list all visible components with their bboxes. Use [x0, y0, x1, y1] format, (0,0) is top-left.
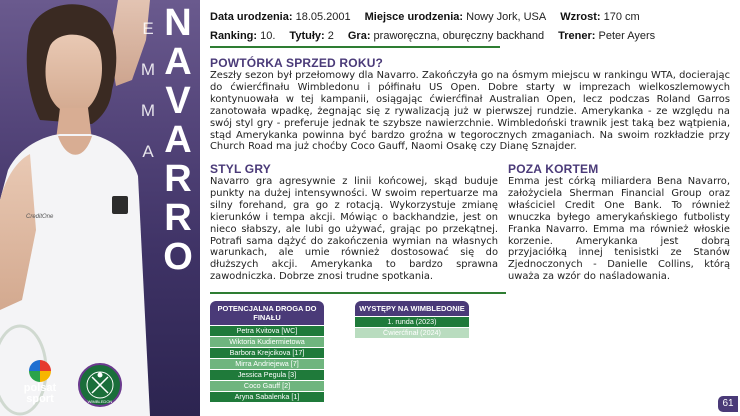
last-name-letter: R [164, 197, 192, 239]
divider-rule [210, 46, 500, 48]
wimbledon-logo [78, 363, 122, 407]
polsat-logo-line2: sport [26, 393, 54, 405]
first-name-letter: A [142, 142, 154, 161]
fact-birth-date: Data urodzenia: 18.05.2001 [210, 11, 351, 23]
fact-ranking: Ranking: 10. [210, 30, 276, 42]
player-photo-panel [0, 0, 200, 416]
last-name-letter: N [164, 2, 192, 44]
path-table-header: POTENCJALNA DROGA DO FINAŁU [210, 301, 324, 325]
last-name-letter: V [165, 80, 191, 122]
polsat-logo-line1: polsat [23, 382, 57, 394]
last-name-letter: R [164, 158, 192, 200]
fact-play-style: Gra: praworęczna, oburęczny backhand [347, 30, 545, 42]
wimbledon-results-table [355, 301, 469, 338]
wimbledon-table-header: WYSTĘPY NA WIMBLEDONIE [355, 301, 469, 316]
first-name-vertical [138, 8, 158, 172]
first-name-letter: E [142, 19, 154, 38]
shirt-sponsor-text: CreditOne [26, 214, 54, 220]
polsat-sun-icon [29, 360, 51, 382]
path-table-row: Coco Gauff [2] [210, 381, 324, 391]
fact-birth-place: Miejsce urodzenia: Nowy Jork, USA [364, 11, 547, 23]
facts-row-2 [210, 27, 730, 45]
first-name-letter: M [140, 101, 156, 120]
last-name-letter: O [163, 236, 193, 278]
divider-rule [210, 292, 506, 294]
facts-row-1 [210, 8, 730, 26]
section-title-repeat: POWTÓRKA SPRZED ROKU? [210, 56, 383, 70]
path-table-row: Aryna Sabalenka [1] [210, 392, 324, 402]
wimbledon-table-row: Ćwierćfinał (2024) [355, 328, 469, 338]
last-name-letter: A [164, 41, 192, 83]
first-name-letter: M [140, 60, 156, 79]
wimbledon-logo-text: WIMBLEDON [87, 399, 113, 404]
section-text-offcourt: Emma jest córką miliardera Bena Navarro, założyciela Sherman Financial Group oraz właściciel Credit One Bank. To również wnuczka byłego amerykańskiego futbolisty Franka Navarro. Emma ma również włoskie korzenie. Amerykanka jest dobrą przyjaciółką innej tenisistki ze Stanów Zjednoczonych - Danielle Collins, którą uważa za wzór do naśladowania. [508, 176, 730, 283]
polsat-sport-logo [10, 360, 70, 410]
last-name-vertical [158, 4, 198, 277]
wimbledon-table-row: 1. runda (2023) [355, 317, 469, 327]
section-title-offcourt: POZA KORTEM [508, 162, 598, 176]
section-title-style: STYL GRY [210, 162, 271, 176]
path-table-row: Petra Kvitova [WC] [210, 326, 324, 336]
player-facts [210, 8, 730, 45]
fact-titles: Tytuły: 2 [289, 30, 334, 42]
section-text-style: Navarro gra agresywnie z linii końcowej, skąd buduje punkty na dużej intensywności. W swoim repertuarze ma silny forehand, gra go z rotacją. Wykorzystuje zmianę kierunków i tempa akcji. Mówiąc o backhandzie, jest on nieco słabszy, ale lubi go używać, grając po przekątnej. Potrafi sama dążyć do zakończenia wymian na własnych warunkach, ale umie również dostosować się do dłuższych akcji. Amerykanka to bardzo sprawna zawodniczka. Dobrze znosi trudne spotkania. [210, 176, 498, 283]
path-table-row: Mirra Andriejewa [7] [210, 359, 324, 369]
fact-height: Wzrost: 170 cm [560, 11, 640, 23]
fact-coach: Trener: Peter Ayers [558, 30, 656, 42]
section-text-repeat: Zeszły sezon był przełomowy dla Navarro. Zakończyła go na ósmym miejscu w rankingu WTA, docierając do ćwierćfinału Wimbledonu i półfinału US Open. Dobre starty w imprezach wielkoszlemowych kontynuowała w tej kampanii, osiągając ćwierćfinał Australian Open, lecz podczas Roland Garros zanotowała wpadkę, żegnając się z rywalizacją już w pierwszej rundzie. Amerykanka - ze względu na swój styl gry - preferuje jednak te szybsze nawierzchnie. Wimbledoński trawnik jest taką bez wątpienia, stąd Amerykanka powinna być bardzo groźna w tegorocznych zmaganiach. Na swoim rozkładzie przy Church Road ma już choćby Coco Gauff, Naomi Osakę czy Dianę Sznajder. [210, 70, 730, 153]
last-name-letter: A [164, 119, 192, 161]
path-to-final-table [210, 301, 324, 402]
page-number: 61 [718, 396, 738, 412]
path-table-row: Wiktoria Kudiermietowa [210, 337, 324, 347]
path-table-row: Jessica Pegula [3] [210, 370, 324, 380]
path-table-row: Barbora Krejcikova [17] [210, 348, 324, 358]
